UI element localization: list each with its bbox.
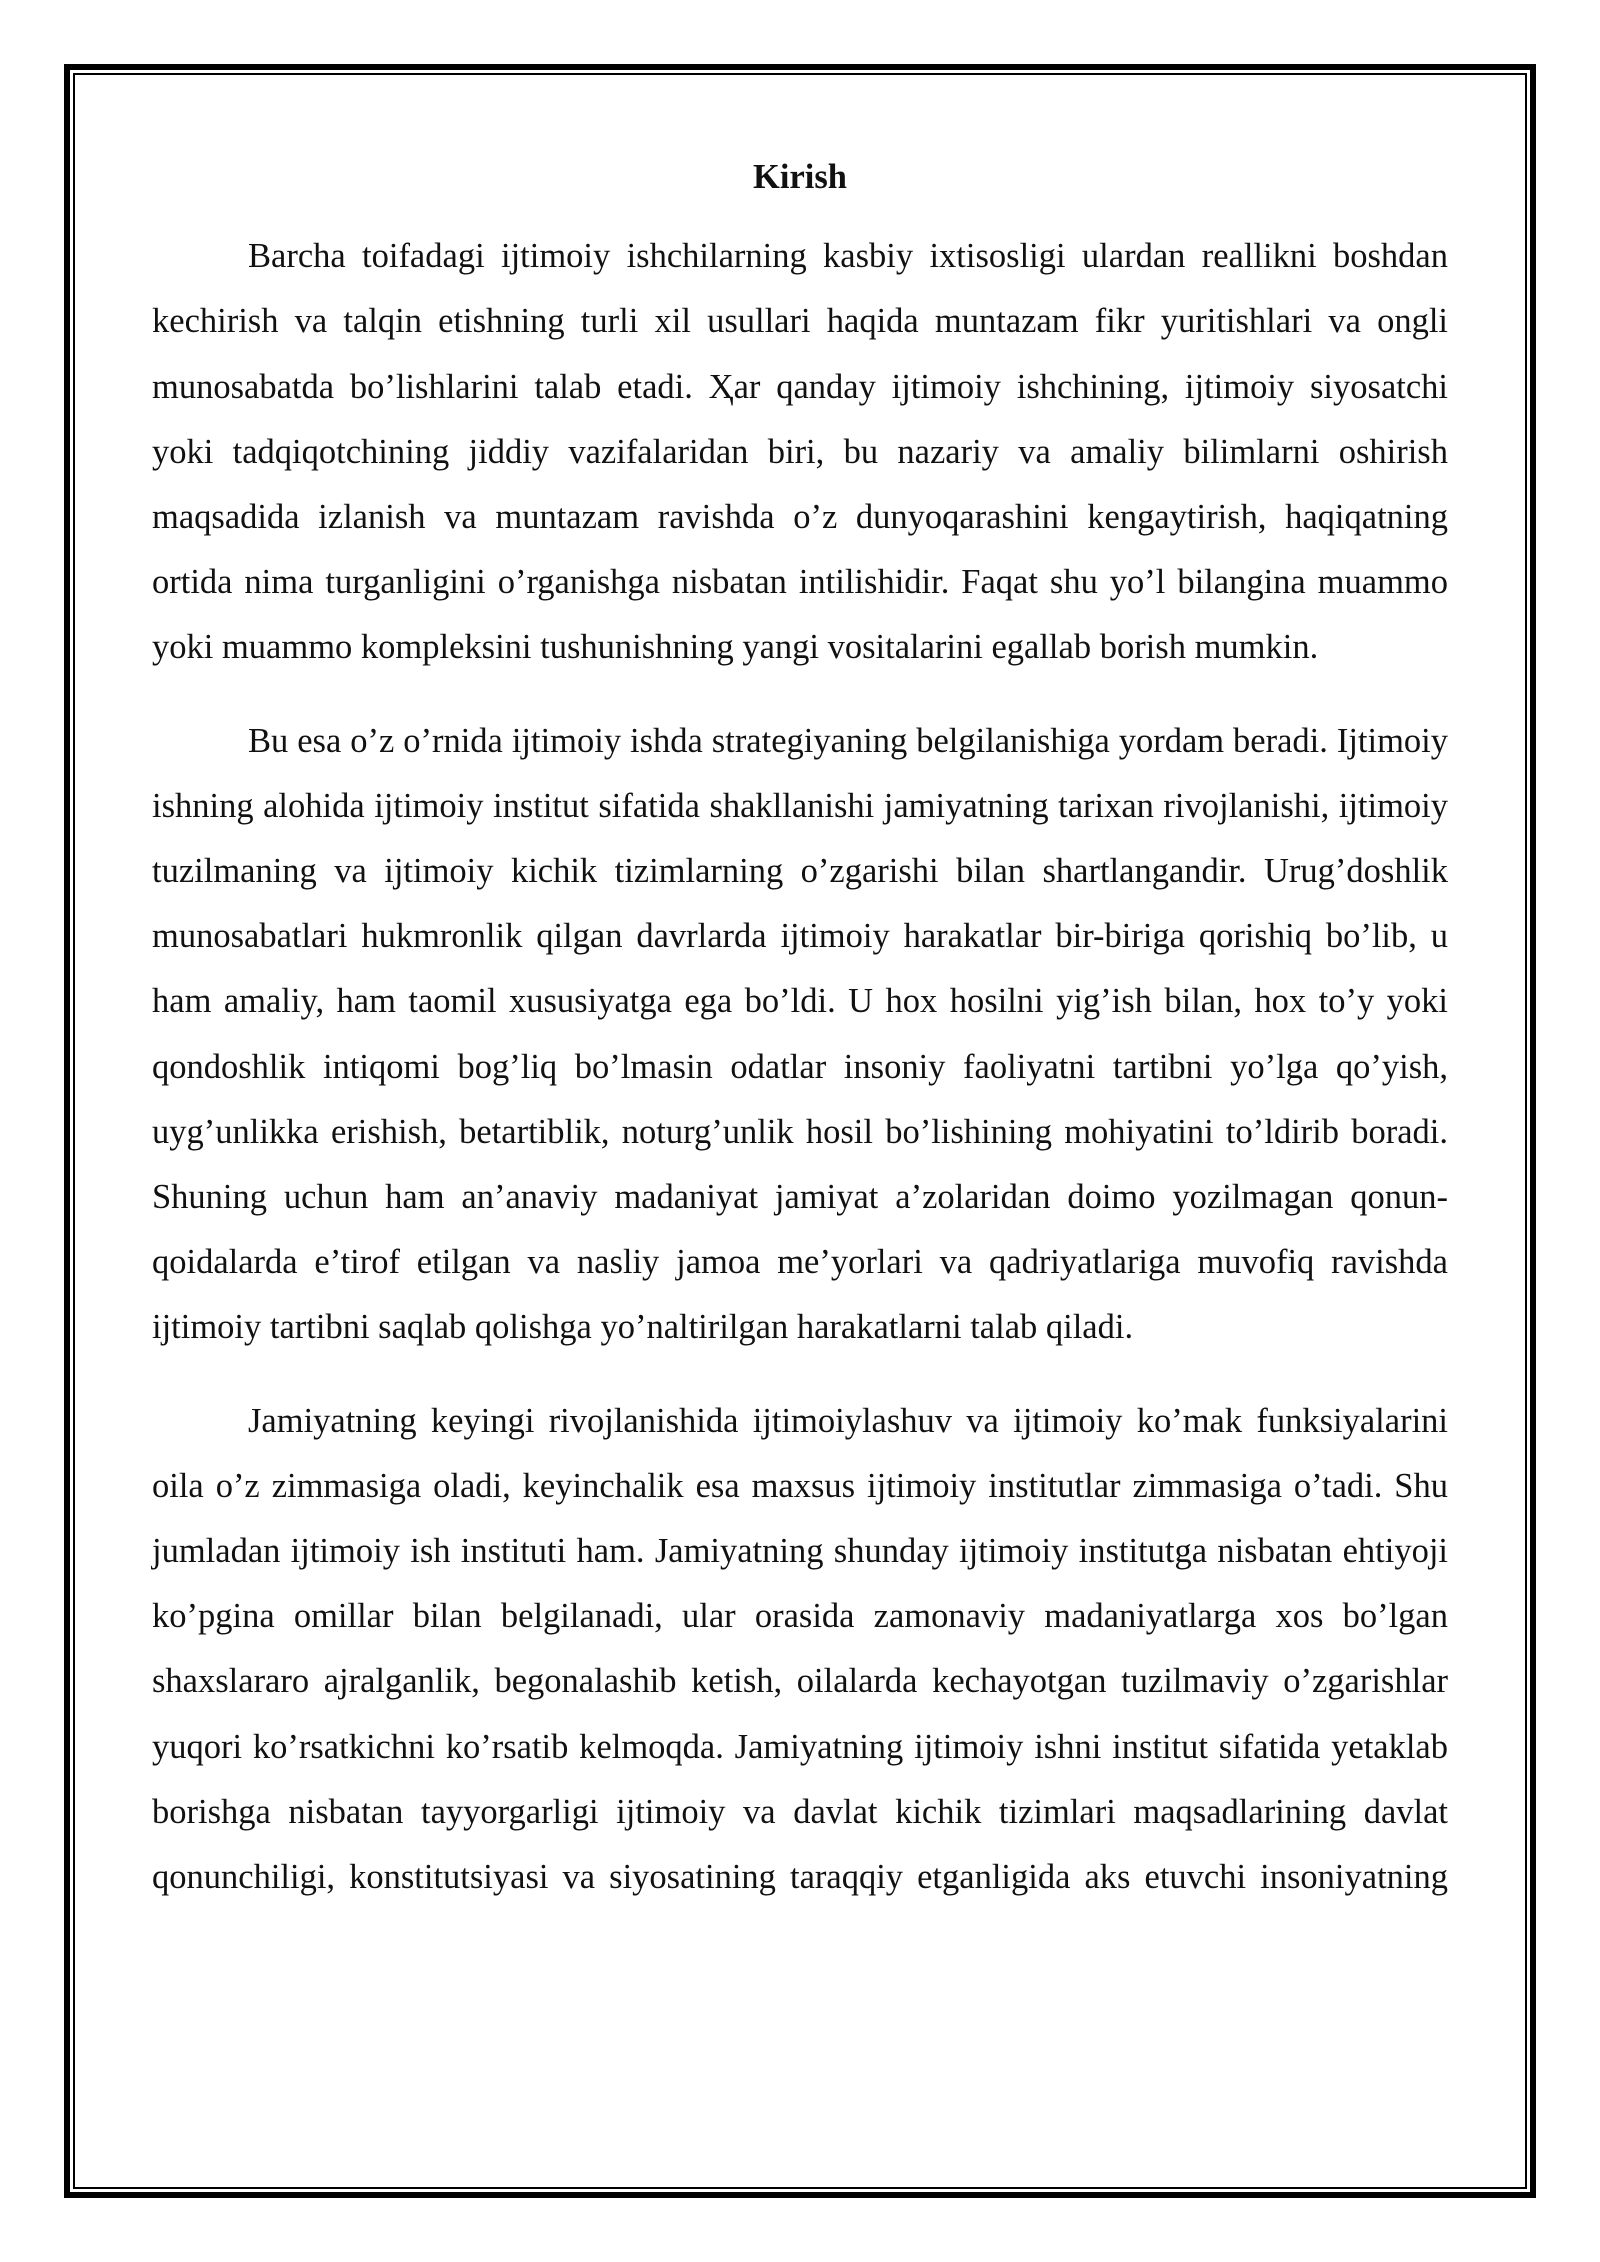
- document-title: Kirish: [753, 158, 847, 196]
- paragraph-1: Barcha toifadagi ijtimoiy ishchilarning kasbiy ixtisosligi ulardan reallikni boshdan kechirish va talqin etishning turli xil usullari haqida muntazam fikr yuritishlari va ongli munosabatda bo’lishlarini talab etadi. Ҳar qanday ijtimoiy ishchining, ijtimoiy siyosatchi yoki tadqiqotchining jiddiy vazifalaridan biri, bu nazariy va amaliy bilimlarni oshirish maqsadida izlanish va muntazam ravishda o’z dunyoqarashini kengaytirish, haqiqatning ortida nima turganligini o’rganishga nisbatan intilishidir. Faqat shu yo’l bilangina muammo yoki muammo kompleksini tushunishning yangi vositalarini egallab borish mumkin.: [152, 237, 1448, 667]
- paragraph-2: Bu esa o’z o’rnida ijtimoiy ishda strategiyaning belgilanishiga yordam beradi. Ijtimoiy ishning alohida ijtimoiy institut sifatida shakllanishi jamiyatning tarixan rivojlanishi, ijtimoiy tuzilmaning va ijtimoiy kichik tizimlarning o’zgarishi bilan shartlangandir. Urug’doshlik munosabatlari hukmronlik qilgan davrlarda ijtimoiy harakatlar bir-biriga qorishiq bo’lib, u ham amaliy, ham taomil xususiyatga ega bo’ldi. U hox hosilni yig’ish bilan, hox to’y yoki qondoshlik intiqomi bog’liq bo’lmasin odatlar insoniy faoliyatni tartibni yo’lga qo’yish, uyg’unlikka erishish, betartiblik, noturg’unlik hosil bo’lishining mohiyatini to’ldirib boradi. Shuning uchun ham an’anaviy madaniyat jamiyat a’zolaridan doimo yozilmagan qonun-qoidalarda e’tirof etilgan va nasliy jamoa me’yorlari va qadriyatlariga muvofiq ravishda ijtimoiy tartibni saqlab qolishga yo’naltirilgan harakatlarni talab qiladi.: [152, 721, 1448, 1347]
- document-body: [152, 145, 1448, 1910]
- paragraph-3: Jamiyatning keyingi rivojlanishida ijtimoiylashuv va ijtimoiy ko’mak funksiyalarini oila o’z zimmasiga oladi, keyinchalik esa maxsus ijtimoiy institutlar zimmasiga o’tadi. Shu jumladan ijtimoiy ish instituti ham. Jamiyatning shunday ijtimoiy institutga nisbatan ehtiyoji ko’pgina omillar bilan belgilanadi, ular orasida zamonaviy madaniyatlarga xos bo’lgan shaxslararo ajralganlik, begonalashib ketish, oilalarda kechayotgan tuzilmaviy o’zgarishlar yuqori ko’rsatkichni ko’rsatib kelmoqda. Jamiyatning ijtimoiy ishni institut sifatida yetaklab borishga nisbatan tayyorgarligi ijtimoiy va davlat kichik tizimlari maqsadlarining davlat qonunchiligi, konstitutsiyasi va siyosatining taraqqiy etganligida aks etuvchi insoniyatning: [152, 1401, 1448, 1897]
